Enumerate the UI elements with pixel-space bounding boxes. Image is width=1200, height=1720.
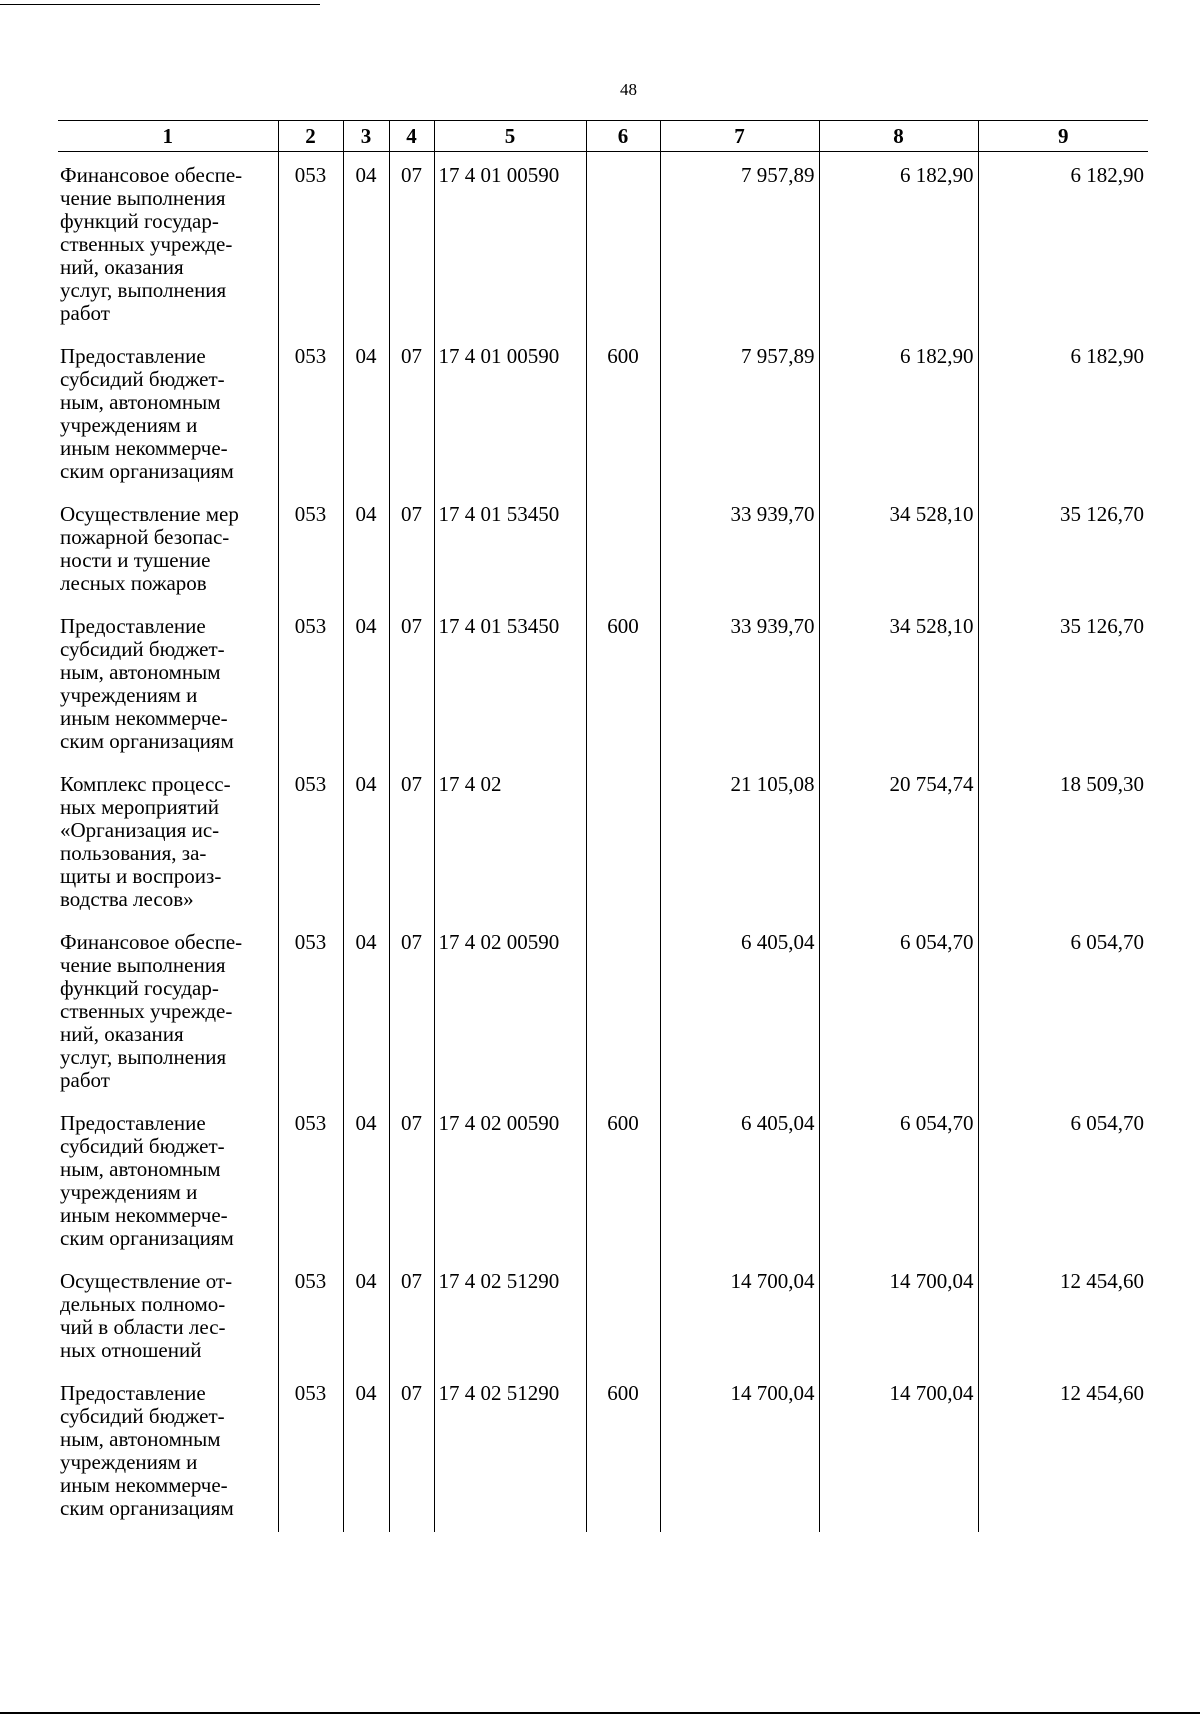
- cell-col8: 34 528,10: [819, 603, 978, 761]
- cell-col3: 04: [343, 919, 389, 1100]
- bottom-rule: [0, 1712, 1200, 1714]
- cell-col6: 600: [586, 1100, 660, 1258]
- cell-col9: 18 509,30: [978, 761, 1148, 919]
- cell-col2: 053: [278, 603, 343, 761]
- cell-col7: 14 700,04: [660, 1370, 819, 1532]
- row-name: Осуществление от- дельных полномо- чий в области лес- ных отношений: [60, 1269, 233, 1362]
- table-row: [58, 333, 1148, 491]
- row-name: Предоставление субсидий бюджет- ным, автономным учреждениям и иным некоммерче- ским организациям: [60, 1111, 234, 1250]
- cell-col2: 053: [278, 333, 343, 491]
- cell-col5: 17 4 01 00590: [434, 333, 586, 491]
- table-row: [58, 1370, 1148, 1532]
- cell-col4: 07: [389, 333, 434, 491]
- cell-col9: 6 182,90: [978, 152, 1148, 334]
- cell-col2: 053: [278, 1258, 343, 1370]
- row-name: Комплекс процесс- ных мероприятий «Организация ис- пользования, за- щиты и воспроиз- водства лесов»: [60, 772, 231, 911]
- cell-col8: 6 182,90: [819, 333, 978, 491]
- cell-col5: 17 4 01 00590: [434, 152, 586, 334]
- table-row: [58, 761, 1148, 919]
- column-header-7: 7: [660, 121, 819, 152]
- cell-col6: 600: [586, 333, 660, 491]
- table-row: [58, 1258, 1148, 1370]
- row-name: Предоставление субсидий бюджет- ным, автономным учреждениям и иным некоммерче- ским организациям: [60, 1381, 234, 1520]
- cell-col6: [586, 152, 660, 334]
- cell-col9: 35 126,70: [978, 491, 1148, 603]
- cell-col2: 053: [278, 919, 343, 1100]
- cell-col8: 6 054,70: [819, 919, 978, 1100]
- cell-col7: 21 105,08: [660, 761, 819, 919]
- cell-col5: 17 4 01 53450: [434, 603, 586, 761]
- cell-col2: 053: [278, 1370, 343, 1532]
- cell-col7: 6 405,04: [660, 919, 819, 1100]
- cell-col7: 33 939,70: [660, 603, 819, 761]
- cell-col4: 07: [389, 603, 434, 761]
- cell-col7: 7 957,89: [660, 333, 819, 491]
- table-row: [58, 603, 1148, 761]
- cell-col6: 600: [586, 1370, 660, 1532]
- column-header-2: 2: [278, 121, 343, 152]
- cell-col6: [586, 491, 660, 603]
- cell-col6: 600: [586, 603, 660, 761]
- row-name: Финансовое обеспе- чение выполнения функций государ- ственных учрежде- ний, оказания услуг, выполнения работ: [60, 163, 243, 325]
- cell-col4: 07: [389, 1258, 434, 1370]
- table-row: [58, 1100, 1148, 1258]
- column-header-9: 9: [978, 121, 1148, 152]
- cell-col3: 04: [343, 491, 389, 603]
- cell-col6: [586, 919, 660, 1100]
- cell-col3: 04: [343, 1258, 389, 1370]
- header-row: [58, 121, 1148, 152]
- cell-col7: 33 939,70: [660, 491, 819, 603]
- cell-col8: 14 700,04: [819, 1370, 978, 1532]
- cell-col8: 14 700,04: [819, 1258, 978, 1370]
- cell-col3: 04: [343, 761, 389, 919]
- cell-col3: 04: [343, 1370, 389, 1532]
- budget-table: [58, 120, 1148, 1532]
- row-name: Предоставление субсидий бюджет- ным, автономным учреждениям и иным некоммерче- ским организациям: [60, 614, 234, 753]
- row-name: Финансовое обеспе- чение выполнения функций государ- ственных учрежде- ний, оказания услуг, выполнения работ: [60, 930, 243, 1092]
- cell-col9: 12 454,60: [978, 1258, 1148, 1370]
- cell-col6: [586, 1258, 660, 1370]
- cell-col4: 07: [389, 1100, 434, 1258]
- cell-col9: 6 054,70: [978, 919, 1148, 1100]
- column-header-8: 8: [819, 121, 978, 152]
- cell-col4: 07: [389, 919, 434, 1100]
- cell-col4: 07: [389, 1370, 434, 1532]
- cell-col5: 17 4 02 51290: [434, 1370, 586, 1532]
- table-row: [58, 152, 1148, 334]
- cell-col3: 04: [343, 1100, 389, 1258]
- row-name: Осуществление мер пожарной безопас- ности и тушение лесных пожаров: [60, 502, 239, 595]
- table-header: [58, 121, 1148, 152]
- cell-col2: 053: [278, 1100, 343, 1258]
- page-number: 48: [620, 80, 637, 99]
- cell-col5: 17 4 02 51290: [434, 1258, 586, 1370]
- cell-col5: 17 4 02: [434, 761, 586, 919]
- cell-col5: 17 4 02 00590: [434, 919, 586, 1100]
- column-header-1: 1: [58, 121, 278, 152]
- cell-col7: 14 700,04: [660, 1258, 819, 1370]
- top-rule: [0, 4, 320, 5]
- column-header-6: 6: [586, 121, 660, 152]
- cell-col8: 6 182,90: [819, 152, 978, 334]
- column-header-4: 4: [389, 121, 434, 152]
- row-name: Предоставление субсидий бюджет- ным, автономным учреждениям и иным некоммерче- ским организациям: [60, 344, 234, 483]
- column-header-3: 3: [343, 121, 389, 152]
- cell-col8: 34 528,10: [819, 491, 978, 603]
- cell-col8: 6 054,70: [819, 1100, 978, 1258]
- cell-col4: 07: [389, 761, 434, 919]
- cell-col4: 07: [389, 152, 434, 334]
- cell-col9: 6 054,70: [978, 1100, 1148, 1258]
- cell-col7: 6 405,04: [660, 1100, 819, 1258]
- table-row: [58, 919, 1148, 1100]
- cell-col9: 12 454,60: [978, 1370, 1148, 1532]
- cell-col6: [586, 761, 660, 919]
- cell-col2: 053: [278, 761, 343, 919]
- cell-col3: 04: [343, 152, 389, 334]
- table-body: [58, 152, 1148, 1533]
- cell-col9: 6 182,90: [978, 333, 1148, 491]
- cell-col8: 20 754,74: [819, 761, 978, 919]
- cell-col3: 04: [343, 333, 389, 491]
- cell-col9: 35 126,70: [978, 603, 1148, 761]
- cell-col5: 17 4 01 53450: [434, 491, 586, 603]
- table-row: [58, 491, 1148, 603]
- cell-col7: 7 957,89: [660, 152, 819, 334]
- cell-col2: 053: [278, 152, 343, 334]
- cell-col2: 053: [278, 491, 343, 603]
- cell-col4: 07: [389, 491, 434, 603]
- column-header-5: 5: [434, 121, 586, 152]
- cell-col5: 17 4 02 00590: [434, 1100, 586, 1258]
- cell-col3: 04: [343, 603, 389, 761]
